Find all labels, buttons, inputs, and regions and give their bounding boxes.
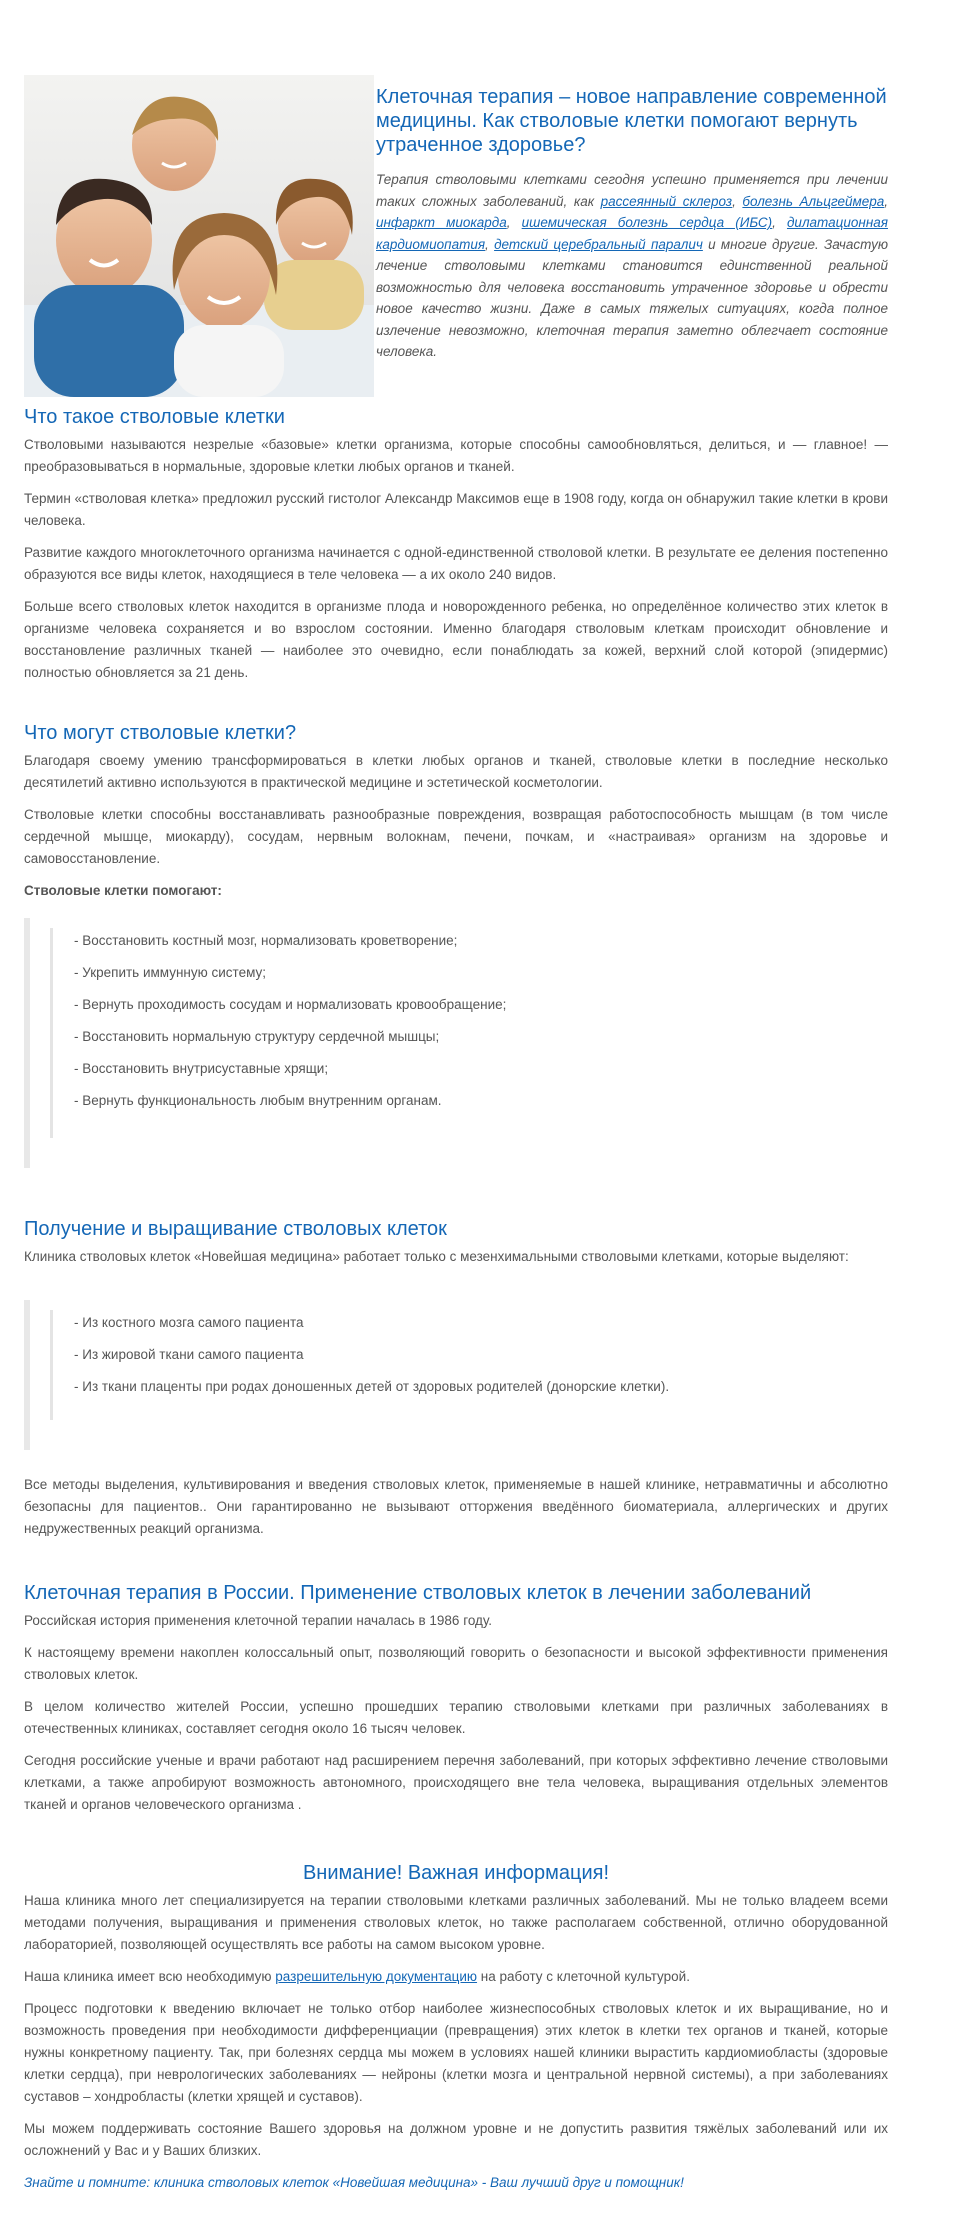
- quote-bar: [50, 928, 53, 1138]
- paragraph: Термин «стволовая клетка» предложил русский гистолог Александр Максимов еще в 1908 году, когда он обнаружил такие клетки в крови человека.: [24, 491, 888, 528]
- paragraph: В целом количество жителей России, успешно прошедших терапию стволовыми клетками при различных заболеваниях в отечественных клиниках, составляет сегодня около 16 тысяч человек.: [24, 1699, 888, 1736]
- link-alzheimers[interactable]: болезнь Альцгеймера: [742, 193, 885, 209]
- paragraph: Клиника стволовых клеток «Новейшая медицина» работает только с мезенхимальными стволовыми клетками, которые выделяют:: [24, 1249, 849, 1264]
- link-dilated-cardiomyopathy[interactable]: дилатационная кардиомиопатия: [376, 215, 888, 252]
- permits-text-after: на работу с клеточной культурой.: [477, 1969, 690, 1984]
- link-permits-documentation[interactable]: разрешительную документацию: [275, 1969, 478, 1984]
- paragraph: Все методы выделения, культивирования и введения стволовых клеток, применяемые в нашей клинике, нетравматичны и абсолютно безопасны для пациентов.. Они гарантированно не вызывают отторжения введённого биоматериала, аллергических и других недружественных реакций организма.: [24, 1477, 888, 1536]
- list-item: - Вернуть функциональность любым внутренним органам.: [74, 1093, 442, 1108]
- list-item: - Из ткани плаценты при родах доношенных детей от здоровых родителей (донорские клетки).: [74, 1379, 670, 1394]
- paragraph: Стволовые клетки способны восстанавливать разнообразные повреждения, возвращая работоспособность мышцам (в том числе сердечной мышце, миокарду), сосудам, нервным волокнам, печени, почкам, и «настраивая» организм на здоровье и самовосстановление.: [24, 807, 888, 866]
- quote-bar: [50, 1310, 53, 1420]
- section-heading-cell-therapy-russia: Клеточная терапия в России. Применение стволовых клеток в лечении заболеваний: [24, 1582, 812, 1604]
- paragraph: Развитие каждого многоклеточного организма начинается с одной-единственной стволовой клетки. В результате ее деления постепенно образуются все виды клеток, находящиеся в теле человека — а их около 240 видов.: [24, 545, 888, 582]
- hero-lead-outro: и многие другие. Зачастую лечение стволовыми клетками становится единственной реальной возможностью для человека восстановить утраченное здоровье и обрести новое качество жизни. Даже в самых тяжелых ситуациях, когда полное излечение невозможно, клеточная терапия заметно облегчает состояние человека.: [376, 236, 889, 359]
- paragraph: Процесс подготовки к введению включает не только отбор наиболее жизнеспособных стволовых клеток и их выращивание, но и возможность проведения при необходимости дифференциации (превращения) этих клеток в клетки тех органов и тканей, которые нужны конкретному пациенту. Так, при болезнях сердца мы можем в условиях нашей клиники вырастить кардиомиобласты (здоровые клетки сердца), при неврологических заболеваниях — нейроны (клетки мозга и центральной нервной системы), а при заболеваниях суставов – хондробласты (клетки хрящей и суставов).: [24, 2001, 888, 2104]
- family-photo: [24, 75, 374, 397]
- paragraph: Мы можем поддерживать состояние Вашего здоровья на должном уровне и не допустить развития тяжёлых заболеваний или их осложнений у Вас и у Ваших близких.: [24, 2121, 888, 2158]
- link-myocardial-infarction[interactable]: инфаркт миокарда: [376, 215, 507, 230]
- family-photo-illustration: [24, 75, 374, 397]
- hero: [24, 75, 888, 397]
- permits-text-before: Наша клиника имеет всю необходимую: [24, 1969, 276, 1984]
- link-ischemic-heart-disease[interactable]: ишемическая болезнь сердца (ИБС): [521, 215, 773, 230]
- paragraph-permits: [24, 1966, 888, 1988]
- paragraph: Больше всего стволовых клеток находится в организме плода и новорожденного ребенка, но определённое количество этих клеток в организме человека сохраняется и во взрослом состоянии. Именно благодаря стволовым клеткам происходит обновление и восстановление различных тканей — наиболее это очевидно, если понаблюдать за кожей, верхний слой которой (эпидермис) полностью обновляется за 21 день.: [24, 599, 888, 680]
- helps-label: Стволовые клетки помогают:: [24, 883, 222, 898]
- list-item: - Укрепить иммунную систему;: [74, 965, 267, 980]
- list-item: - Восстановить нормальную структуру сердечной мышцы;: [74, 1029, 440, 1044]
- hero-title: Клеточная терапия – новое направление современной медицины. Как стволовые клетки помогают вернуть утраченное здоровье?: [376, 86, 887, 156]
- paragraph: Благодаря своему умению трансформироваться в клетки любых органов и тканей, стволовые клетки в последние несколько десятилетий активно используются в практической медицине и эстетической косметологии.: [24, 753, 888, 790]
- list-item: - Из костного мозга самого пациента: [74, 1315, 304, 1330]
- helps-blockquote: [24, 918, 894, 1168]
- hero-lead-intro: Терапия стволовыми клетками сегодня успешно применяется при лечении таких сложных заболеваний, как: [376, 172, 888, 209]
- paragraph: Наша клиника много лет специализируется на терапии стволовыми клетками различных заболеваний. Мы не только владеем всеми методами получения, выращивания и применения стволовых клеток, но также располагаем собственной, отлично оборудованной лабораторией, позволяющей осуществлять все работы на самом высоком уровне.: [24, 1893, 888, 1952]
- list-item: - Восстановить костный мозг, нормализовать кроветворение;: [74, 933, 458, 948]
- paragraph: Сегодня российские ученые и врачи работают над расширением перечня заболеваний, при которых эффективно лечение стволовыми клетками, а также апробируют возможность автономного, происходящего вне тела человека, выращивания отдельных элементов тканей и органов человеческого организма .: [24, 1753, 888, 1812]
- paragraph: К настоящему времени накоплен колоссальный опыт, позволяющий говорить о безопасности и высокой эффективности применения стволовых клеток.: [24, 1645, 888, 1682]
- helps-list: [74, 930, 506, 1122]
- section-heading-what-are-stem-cells: Что такое стволовые клетки: [24, 406, 285, 428]
- slogan: Знайте и помните: клиника стволовых клеток «Новейшая медицина» - Ваш лучший друг и помощник!: [24, 2175, 684, 2190]
- link-multiple-sclerosis[interactable]: рассеянный склероз: [600, 193, 733, 209]
- section-heading-what-stem-cells-can-do: Что могут стволовые клетки?: [24, 722, 297, 744]
- sources-blockquote: [24, 1300, 894, 1450]
- section-heading-important-info: Внимание! Важная информация!: [302, 1862, 610, 1884]
- sources-list: [74, 1312, 669, 1408]
- hero-lead: Терапия стволовыми клетками сегодня успешно применяется при лечении таких сложных заболеваний, как рассеянный склероз, болезнь Альцгеймера, инфаркт миокарда, ишемическая болезнь сердца (ИБС), дилатационная кардиомиопатия, детский церебральный паралич и многие другие. Зачастую лечение стволовыми клетками становится единственной реальной возможностью для человека восстановить утраченное здоровье и обрести новое качество жизни. Даже в самых тяжелых ситуациях, когда полное излечение невозможно, клеточная терапия заметно облегчает состояние человека.: [376, 172, 889, 359]
- list-item: - Восстановить внутрисуставные хрящи;: [74, 1061, 329, 1076]
- section-heading-obtaining-stem-cells: Получение и выращивание стволовых клеток: [24, 1218, 447, 1240]
- list-item: - Из жировой ткани самого пациента: [74, 1347, 304, 1362]
- link-cerebral-palsy[interactable]: детский церебральный паралич: [494, 236, 703, 252]
- paragraph: Российская история применения клеточной терапии началась в 1986 году.: [24, 1613, 493, 1628]
- hero-text: [376, 85, 888, 363]
- paragraph: Стволовыми называются незрелые «базовые» клетки организма, которые способны самообновляться, делиться, и — главное! — преобразовываться в нормальные, здоровые клетки любых органов и тканей.: [24, 437, 888, 474]
- list-item: - Вернуть проходимость сосудам и нормализовать кровообращение;: [74, 997, 507, 1012]
